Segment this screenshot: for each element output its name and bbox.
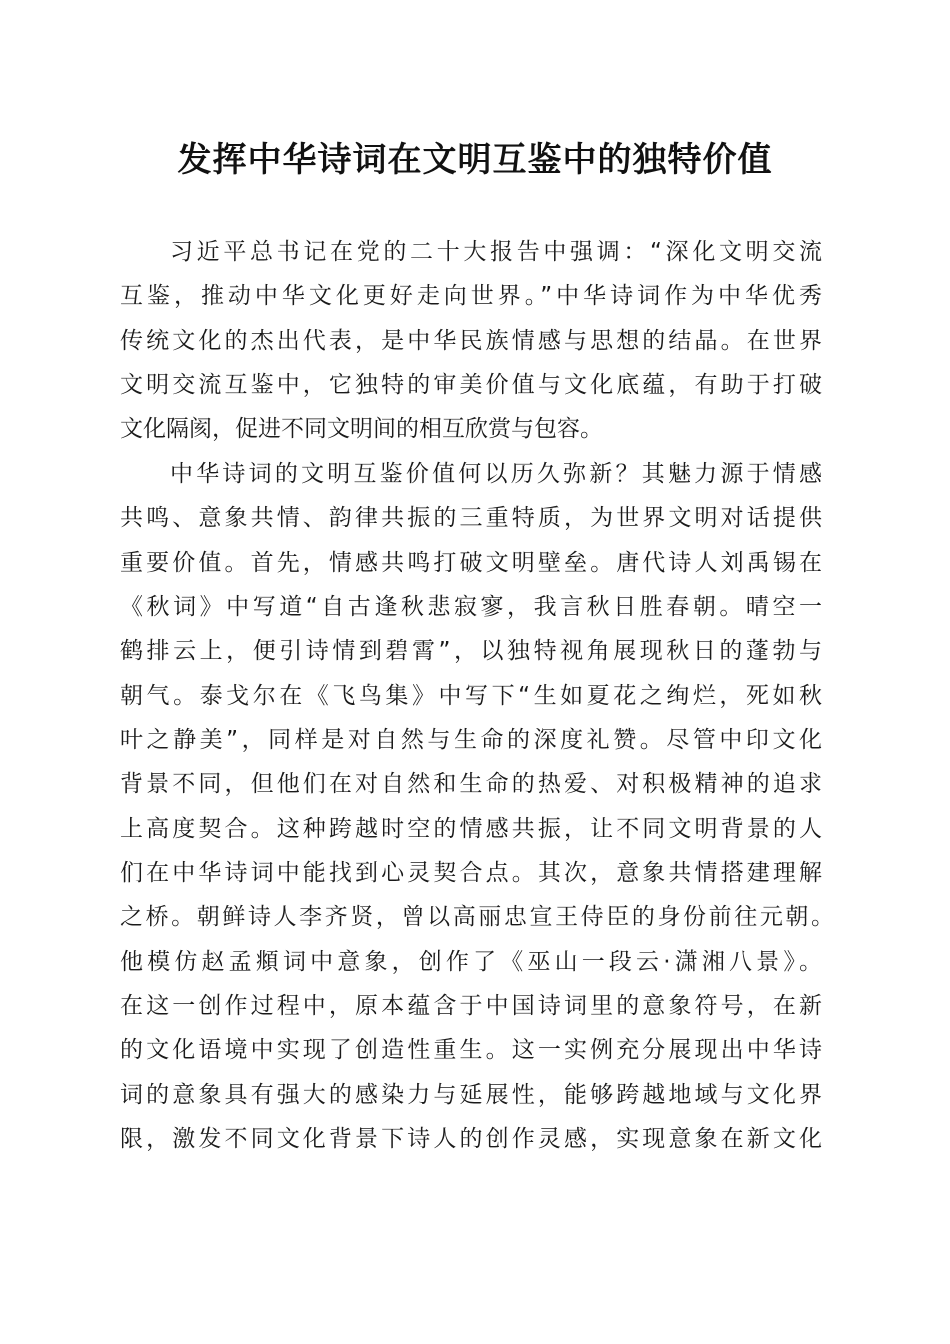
text-line: 上高度契合。这种跨越时空的情感共振，让不同文明背景的人 (120, 816, 822, 842)
text-line: 词的意象具有强大的感染力与延展性，能够跨越地域与文化界 (120, 1082, 822, 1108)
text-line: 中华诗词的文明互鉴价值何以历久弥新？其魅力源于情感 (170, 461, 822, 487)
text-line: 文明交流互鉴中，它独特的审美价值与文化底蕴，有助于打破 (120, 372, 822, 398)
text-line: 习近平总书记在党的二十大报告中强调：“深化文明交流 (170, 239, 822, 265)
text-line: 他模仿赵孟頫词中意象，创作了《巫山一段云·潇湘八景》。 (120, 949, 822, 975)
text-line: 在这一创作过程中，原本蕴含于中国诗词里的意象符号，在新 (120, 993, 822, 1019)
text-line: 叶之静美”，同样是对自然与生命的深度礼赞。尽管中印文化 (120, 727, 822, 753)
text-line: 的文化语境中实现了创造性重生。这一实例充分展现出中华诗 (120, 1037, 822, 1063)
document-title: 发挥中华诗词在文明互鉴中的独特价值 (177, 140, 773, 180)
text-line: 传统文化的杰出代表，是中华民族情感与思想的结晶。在世界 (120, 328, 822, 354)
text-line: 之桥。朝鲜诗人李齐贤，曾以高丽忠宣王侍臣的身份前往元朝。 (120, 904, 834, 930)
text-line: 重要价值。首先，情感共鸣打破文明壁垒。唐代诗人刘禹锡在 (120, 550, 822, 576)
text-line: 共鸣、意象共情、韵律共振的三重特质，为世界文明对话提供 (120, 505, 822, 531)
text-line: 们在中华诗词中能找到心灵契合点。其次，意象共情搭建理解 (120, 860, 822, 886)
text-line: 背景不同，但他们在对自然和生命的热爱、对积极精神的追求 (120, 771, 822, 797)
text-line: 朝气。泰戈尔在《飞鸟集》中写下“生如夏花之绚烂，死如秋 (120, 683, 822, 709)
text-line: 《秋词》中写道“自古逢秋悲寂寥，我言秋日胜春朝。晴空一 (120, 594, 822, 620)
text-line: 互鉴，推动中华文化更好走向世界。”中华诗词作为中华优秀 (120, 283, 822, 309)
text-line: 限，激发不同文化背景下诗人的创作灵感，实现意象在新文化 (120, 1126, 822, 1152)
text-line: 鹤排云上，便引诗情到碧霄”，以独特视角展现秋日的蓬勃与 (120, 638, 822, 664)
text-line: 文化隔阂，促进不同文明间的相互欣赏与包容。 (120, 416, 603, 442)
